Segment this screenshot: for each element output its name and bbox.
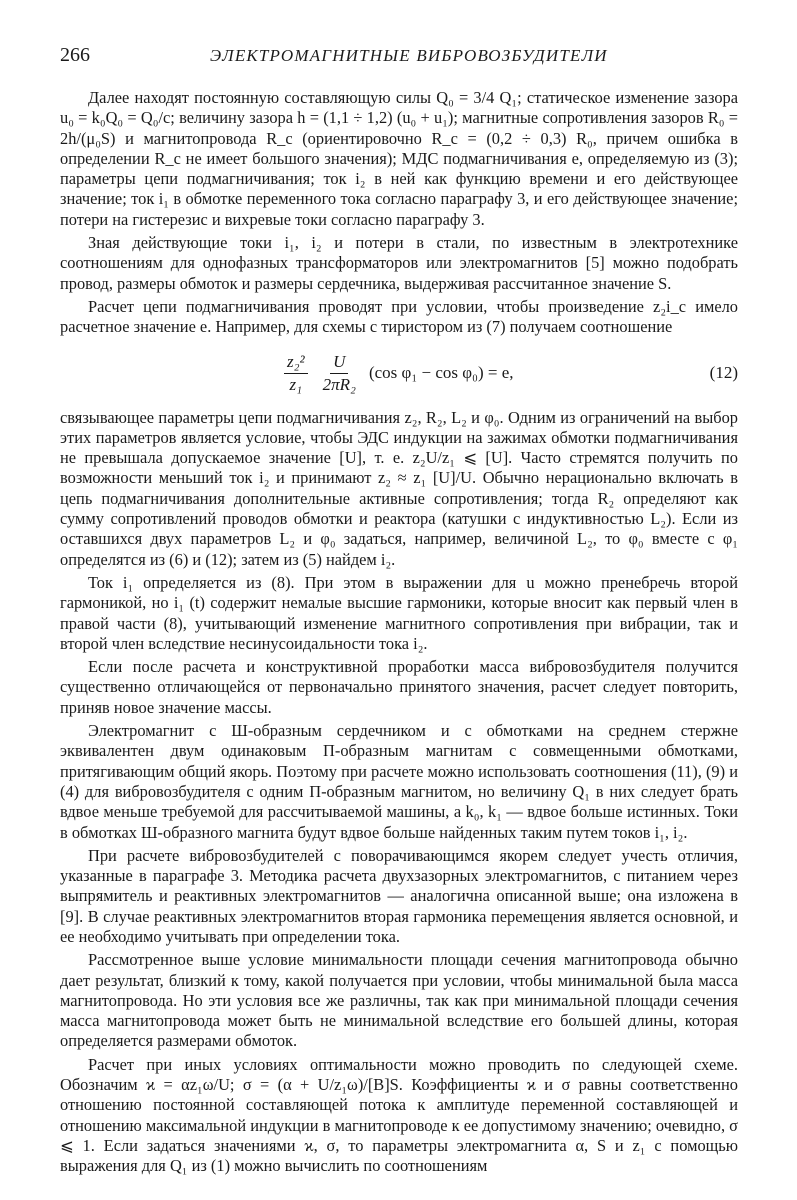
paragraph: Далее находят постоянную составляющую силы Q₀ = 3/4 Q₁; статическое изменение зазора u₀ = k₀Q₀ = Q₀/c; величину зазора h = (1,1 ÷ 1,2) (u₀ + u₁); магнитные сопротивления зазоров R₀ = 2h/(μ₀S) и магнитопровода R_c (ориентировочно R_c = (0,2 ÷ 0,3) R₀, причем ошибка в определении R_c не имеет большого значения); МДС подмагничивания e, определяемую из (3); параметры цепи подмагничивания; ток i₂ в ней как функцию времени и его действующее значение; ток i₁ в обмотке переменного тока согласно параграфу 3, и его действующее значение; потери на гистерезис и вихревые токи согласно параграфу 3. <box>60 88 738 229</box>
paragraph: Если после расчета и конструктивной проработки масса вибровозбудителя получится существенно отличающейся от первоначально принятого значения, расчет следует повторить, приняв новое значение массы. <box>60 657 738 717</box>
page-body <box>60 88 738 1177</box>
running-title: ЭЛЕКТРОМАГНИТНЫЕ ВИБРОВОЗБУДИТЕЛИ <box>210 46 608 65</box>
paragraph: Рассмотренное выше условие минимальности площади сечения магнитопровода обычно дает результат, близкий к тому, какой получается при условии, чтобы минимальной была масса магнитопровода. Но эти условия все же различны, так как при минимальной площади сечения масса магнитопровода может быть не минимальной вследствие его большей длины, которая определяется размерами обмоток. <box>60 950 738 1051</box>
fraction-denominator: z₁ <box>289 375 303 395</box>
paragraph: Зная действующие токи i₁, i₂ и потери в стали, по известным в электротехнике соотношениям для однофазных трансформаторов или электромагнитов [5] можно подобрать провод, размеры обмоток и размеры сердечника, выдерживая рассчитанное значение S. <box>60 233 738 293</box>
paragraph: При расчете вибровозбудителей с поворачивающимся якорем следует учесть отличия, указанные в параграфе 3. Методика расчета двухзазорных электромагнитов, с питанием через выпрямитель и реактивных электромагнитов — аналогична описанной выше; она изложена в [9]. В случае реактивных электромагнитов вторая гармоника перемещения является основной, и ее необходимо учитывать при определении тока. <box>60 845 738 946</box>
equation-expression <box>278 344 514 404</box>
paragraph: Электромагнит с Ш-образным сердечником и с обмотками на среднем стержне эквивалентен двум одинаковым П-образным магнитам с совмещенными обмотками, притягивающим общий якорь. Поэтому при расчете можно использовать соотношения (11), (9) и (4) для вибровозбудителя с одним П-образным магнитом, но величину Q₁ в них следует брать вдвое меньше требуемой для рассчитываемой машины, а k₀, k₁ — вдвое больше истинных. Токи в обмотках Ш-образного магнита будут вдвое больше найденных таким путем токов i₁, i₂. <box>60 721 738 842</box>
paragraph: связывающее параметры цепи подмагничивания z₂, R₂, L₂ и φ₀. Одним из ограничений на выбор этих параметров является условие, чтобы ЭДС индукции на зажимах обмотки подмагничивания не превышала допускаемое значение [U], т. е. z₂U/z₁ ⩽ [U]. Часто стремятся получить по возможности меньший ток i₂ и принимают z₂ ≈ z₁ [U]/U. Обычно нерационально включать в цепь подмагничивания дополнительные активные сопротивления; тогда R₂ определяют как сумму сопротивлений проводов обмотки и реактора (катушки с индуктивностью L₂). Если из оставшихся двух параметров L₂ и φ₀ задаться, например, величиной L₂, то φ₀ вместе с φ₁ определятся из (6) и (12); затем из (5) найдем i₂. <box>60 407 738 569</box>
equation-rest: (cos φ₁ − cos φ₀) = e, <box>368 363 514 383</box>
paragraph: Расчет цепи подмагничивания проводят при условии, чтобы произведение z₂i_c имело расчетное значение e. Например, для схемы с тиристором из (7) получаем соотношение <box>60 296 738 337</box>
fraction-numerator: z₂² <box>284 352 308 374</box>
paragraph: Ток i₁ определяется из (8). При этом в выражении для u можно пренебречь второй гармоникой, но i₁ (t) содержит немалые высшие гармоники, которые вносит как первый член в правой части (8), учитывающий изменение магнитного сопротивления при вибрации, так и второй член вследствие несинусоидальности тока i₂. <box>60 572 738 653</box>
page-header <box>60 44 737 70</box>
fraction-u-over-2piR2 <box>320 352 359 395</box>
paragraph: Расчет при иных условиях оптимальности можно проводить по следующей схеме. Обозначим ϰ = αz₁ω/U; σ = (α + U/z₁ω)/[B]S. Коэффициенты ϰ и σ равны соответственно отношению постоянной составляющей потока к амплитуде переменной составляющей и отношению максимальной индукции в магнитопроводе к ее допустимому значению; очевидно, σ ⩽ 1. Если задаться значениями ϰ, σ, то параметры электромагнита α, S и z₁ с помощью выражения для Q₁ из (1) можно вычислить по соотношениям <box>60 1054 738 1176</box>
fraction-numerator: U <box>330 352 348 374</box>
fraction-denominator: 2πR₂ <box>322 375 356 395</box>
page-number: 266 <box>60 44 90 66</box>
fraction-z2sq-over-z1 <box>284 352 308 395</box>
equation-number: (12) <box>709 362 738 382</box>
equation-12 <box>60 344 738 404</box>
